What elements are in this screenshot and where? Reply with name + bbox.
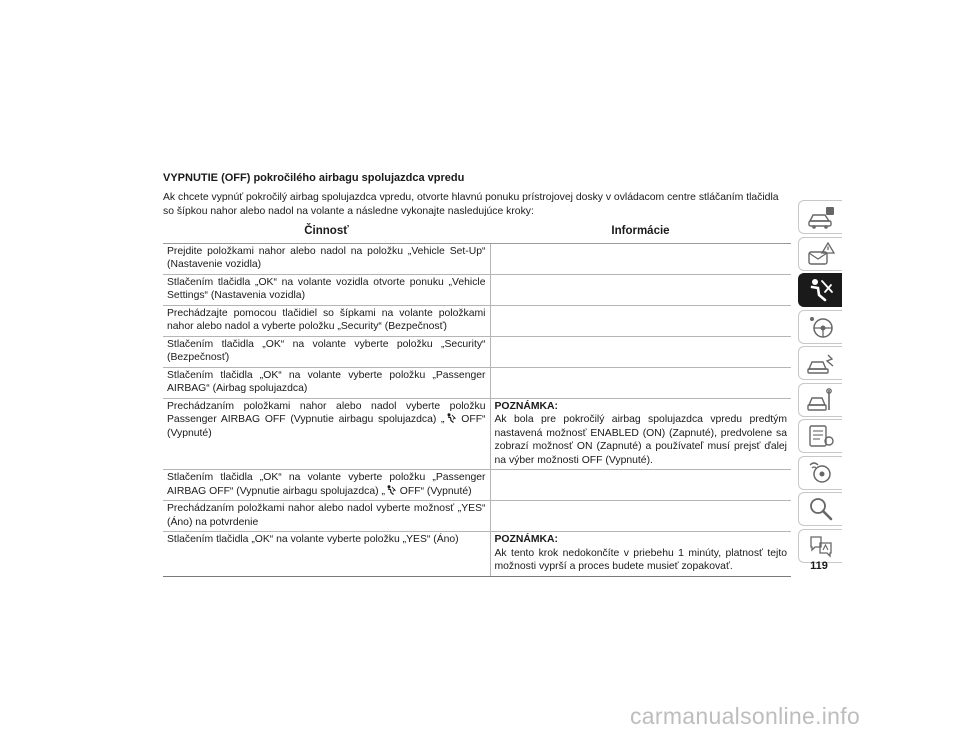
info-cell bbox=[490, 336, 791, 367]
page-number: 119 bbox=[810, 560, 828, 572]
action-cell: Prechádzajte pomocou tlačidiel so šípkami na volante položkami nahor alebo nadol a vyberte položku „Security“ (Bezpečnosť) bbox=[163, 305, 490, 336]
car-info-icon bbox=[806, 203, 836, 231]
table-row bbox=[163, 470, 791, 501]
tab-safety[interactable] bbox=[798, 273, 842, 307]
watermark: carmanualsonline.info bbox=[630, 703, 861, 729]
note-text: Ak bola pre pokročilý airbag spolujazdca vpredu predtým nastavená možnosť ENABLED (ON) (Zapnuté), predvolene sa zobrazí možnosť ON (Zapnuté) a používateľ musí prejsť ďalej na výber možnosti OFF (Vypnuté). bbox=[494, 414, 787, 466]
action-cell: Prejdite položkami nahor alebo nadol na položku „Vehicle Set-Up“ (Nastavenie vozidla) bbox=[163, 243, 490, 274]
note-text: Ak tento krok nedokončíte v priebehu 1 minúty, platnosť tejto možnosti vyprší a proces budete musieť zopakovať. bbox=[494, 547, 787, 572]
action-text-pre: Stlačením tlačidla „OK“ na volante vyberte položku „Passenger AIRBAG OFF“ (Vypnutie airbagu spolujazdca) „ bbox=[167, 472, 486, 497]
action-cell: Prechádzaním položkami nahor alebo nadol vyberte možnosť „YES“ (Áno) na potvrdenie bbox=[163, 501, 490, 532]
airbag-off-icon bbox=[386, 485, 396, 496]
table-row bbox=[163, 274, 791, 305]
info-cell bbox=[490, 532, 791, 577]
note-label: POZNÁMKA: bbox=[494, 400, 558, 412]
table-row bbox=[163, 501, 791, 532]
language-icon bbox=[806, 532, 836, 560]
tab-warnings[interactable] bbox=[798, 237, 842, 271]
multimedia-icon bbox=[806, 459, 836, 487]
table-row bbox=[163, 336, 791, 367]
action-cell bbox=[163, 470, 490, 501]
tab-car-info[interactable] bbox=[798, 200, 842, 234]
action-cell: Stlačením tlačidla „OK“ na volante vyberte položku „Passenger AIRBAG“ (Airbag spolujazdca) bbox=[163, 367, 490, 398]
airbag-safety-icon bbox=[806, 276, 836, 304]
specifications-icon bbox=[806, 422, 836, 450]
table-row bbox=[163, 532, 791, 577]
table-row bbox=[163, 243, 791, 274]
column-header-action: Činnosť bbox=[163, 222, 490, 243]
steps-table bbox=[163, 222, 791, 577]
table-row bbox=[163, 305, 791, 336]
chapter-tabs bbox=[798, 200, 842, 565]
warning-message-icon bbox=[806, 240, 836, 268]
table-row bbox=[163, 367, 791, 398]
info-cell bbox=[490, 243, 791, 274]
tab-driving[interactable] bbox=[798, 310, 842, 344]
action-text-pre: Prechádzaním položkami nahor alebo nadol vyberte položku Passenger AIRBAG OFF (Vypnutie airbagu spolujazdca) „ bbox=[167, 400, 486, 425]
column-header-info: Informácie bbox=[490, 222, 791, 243]
info-cell bbox=[490, 305, 791, 336]
airbag-off-icon bbox=[446, 413, 456, 424]
info-cell bbox=[490, 274, 791, 305]
info-cell bbox=[490, 501, 791, 532]
car-tools-icon bbox=[806, 386, 836, 414]
table-header-row bbox=[163, 222, 791, 243]
steering-wheel-icon bbox=[806, 313, 836, 341]
intro-paragraph: Ak chcete vypnúť pokročilý airbag spolujazdca vpredu, otvorte hlavnú ponuku prístrojovej dosky v ovládacom centre stláčaním tlačidla so šípkou nahor alebo nadol na volante a následne vykonajte nasledujúce kroky: bbox=[163, 192, 779, 217]
table-row bbox=[163, 398, 791, 470]
car-crash-icon bbox=[806, 349, 836, 377]
search-index-icon bbox=[806, 495, 836, 523]
note-label: POZNÁMKA: bbox=[494, 534, 558, 545]
tab-technical[interactable] bbox=[798, 419, 842, 453]
action-cell: Stlačením tlačidla „OK“ na volante vozidla otvorte ponuku „Vehicle Settings“ (Nastavenia vozidla) bbox=[163, 274, 490, 305]
action-cell bbox=[163, 398, 490, 470]
tab-multimedia[interactable] bbox=[798, 456, 842, 490]
info-cell bbox=[490, 470, 791, 501]
section-heading: VYPNUTIE (OFF) pokročilého airbagu spolujazdca vpredu bbox=[163, 172, 465, 184]
info-cell bbox=[490, 398, 791, 470]
tab-index[interactable] bbox=[798, 492, 842, 526]
info-cell bbox=[490, 367, 791, 398]
action-text-post: OFF“ (Vypnuté) bbox=[396, 485, 472, 497]
tab-languages[interactable] bbox=[798, 529, 842, 563]
tab-emergency[interactable] bbox=[798, 346, 842, 380]
action-cell: Stlačením tlačidla „OK“ na volante vyberte položku „Security“ (Bezpečnosť) bbox=[163, 336, 490, 367]
action-cell: Stlačením tlačidla „OK“ na volante vyberte položku „YES“ (Áno) bbox=[163, 532, 490, 577]
action-text-post: OFF“ (Vypnuté) bbox=[167, 414, 486, 439]
tab-maintenance[interactable] bbox=[798, 383, 842, 417]
